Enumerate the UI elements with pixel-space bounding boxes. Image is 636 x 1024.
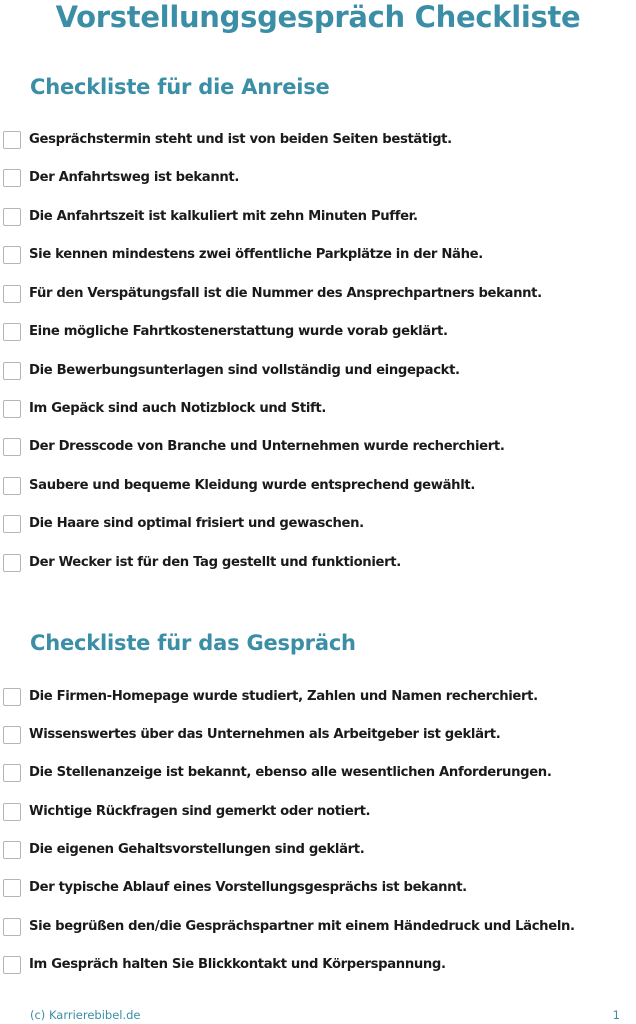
section-title-anreise: Checkliste für die Anreise	[30, 75, 330, 99]
section-title-gespraech: Checkliste für das Gespräch	[30, 631, 356, 655]
checklist-item-label: Im Gespräch halten Sie Blickkontakt und Körperspannung.	[29, 957, 446, 972]
checklist-item[interactable]	[3, 283, 542, 305]
checklist-item[interactable]	[3, 398, 326, 420]
checklist-item[interactable]	[3, 167, 239, 189]
checklist-item[interactable]	[3, 244, 483, 266]
checklist-item[interactable]	[3, 475, 475, 497]
checkbox[interactable]	[3, 477, 21, 495]
checkbox[interactable]	[3, 438, 21, 456]
page-number: 1	[612, 1008, 620, 1022]
checkbox[interactable]	[3, 956, 21, 974]
checklist-item-label: Eine mögliche Fahrtkostenerstattung wurde vorab geklärt.	[29, 324, 448, 339]
checkbox[interactable]	[3, 169, 21, 187]
checkbox[interactable]	[3, 764, 21, 782]
checkbox[interactable]	[3, 400, 21, 418]
checklist-item[interactable]	[3, 839, 364, 861]
checklist-item-label: Für den Verspätungsfall ist die Nummer des Ansprechpartners bekannt.	[29, 286, 542, 301]
checkbox[interactable]	[3, 841, 21, 859]
checklist-item-label: Im Gepäck sind auch Notizblock und Stift.	[29, 401, 327, 416]
checklist-item-label: Gesprächstermin steht und ist von beiden Seiten bestätigt.	[29, 132, 452, 147]
footer-copyright: (c) Karrierebibel.de	[30, 1008, 141, 1022]
checklist-item[interactable]	[3, 513, 364, 535]
checklist-item-label: Der Anfahrtsweg ist bekannt.	[29, 170, 240, 185]
checkbox[interactable]	[3, 879, 21, 897]
checklist-item-label: Der Dresscode von Branche und Unternehmen wurde recherchiert.	[29, 439, 505, 454]
checkbox[interactable]	[3, 688, 21, 706]
checklist-item[interactable]	[3, 724, 500, 746]
checkbox[interactable]	[3, 131, 21, 149]
checklist-item[interactable]	[3, 877, 467, 899]
checklist-item-label: Die Haare sind optimal frisiert und gewaschen.	[29, 516, 364, 531]
checklist-item-label: Die eigenen Gehaltsvorstellungen sind geklärt.	[29, 842, 365, 857]
checklist-item[interactable]	[3, 686, 538, 708]
checklist-item[interactable]	[3, 801, 370, 823]
checklist-item[interactable]	[3, 360, 460, 382]
checklist-item-label: Sie begrüßen den/die Gesprächspartner mit einem Händedruck und Lächeln.	[29, 919, 575, 934]
checkbox[interactable]	[3, 918, 21, 936]
checklist-item-label: Sie kennen mindestens zwei öffentliche Parkplätze in der Nähe.	[29, 247, 483, 262]
checklist-item[interactable]	[3, 552, 401, 574]
checklist-item[interactable]	[3, 129, 452, 151]
checkbox[interactable]	[3, 246, 21, 264]
checkbox[interactable]	[3, 515, 21, 533]
checklist-item-label: Wichtige Rückfragen sind gemerkt oder notiert.	[29, 804, 371, 819]
checkbox[interactable]	[3, 726, 21, 744]
checklist-item-label: Der Wecker ist für den Tag gestellt und funktioniert.	[29, 555, 401, 570]
checklist-item[interactable]	[3, 436, 504, 458]
checkbox[interactable]	[3, 285, 21, 303]
checkbox[interactable]	[3, 803, 21, 821]
checklist-item[interactable]	[3, 321, 448, 343]
checklist-item-label: Die Stellenanzeige ist bekannt, ebenso alle wesentlichen Anforderungen.	[29, 765, 552, 780]
checklist-item-label: Der typische Ablauf eines Vorstellungsgesprächs ist bekannt.	[29, 880, 467, 895]
checklist-item[interactable]	[3, 916, 575, 938]
checklist-item[interactable]	[3, 762, 552, 784]
checklist-item-label: Wissenswertes über das Unternehmen als Arbeitgeber ist geklärt.	[29, 727, 501, 742]
checkbox[interactable]	[3, 208, 21, 226]
checklist-item[interactable]	[3, 206, 418, 228]
checkbox[interactable]	[3, 554, 21, 572]
checkbox[interactable]	[3, 323, 21, 341]
checkbox[interactable]	[3, 362, 21, 380]
checklist-item-label: Die Firmen-Homepage wurde studiert, Zahlen und Namen recherchiert.	[29, 689, 538, 704]
checklist-item-label: Die Bewerbungsunterlagen sind vollständig und eingepackt.	[29, 363, 460, 378]
checklist-item-label: Die Anfahrtszeit ist kalkuliert mit zehn Minuten Puffer.	[29, 209, 418, 224]
checklist-item[interactable]	[3, 954, 446, 976]
checklist-item-label: Saubere und bequeme Kleidung wurde entsprechend gewählt.	[29, 478, 475, 493]
document-title: Vorstellungsgespräch Checkliste	[55, 0, 581, 34]
